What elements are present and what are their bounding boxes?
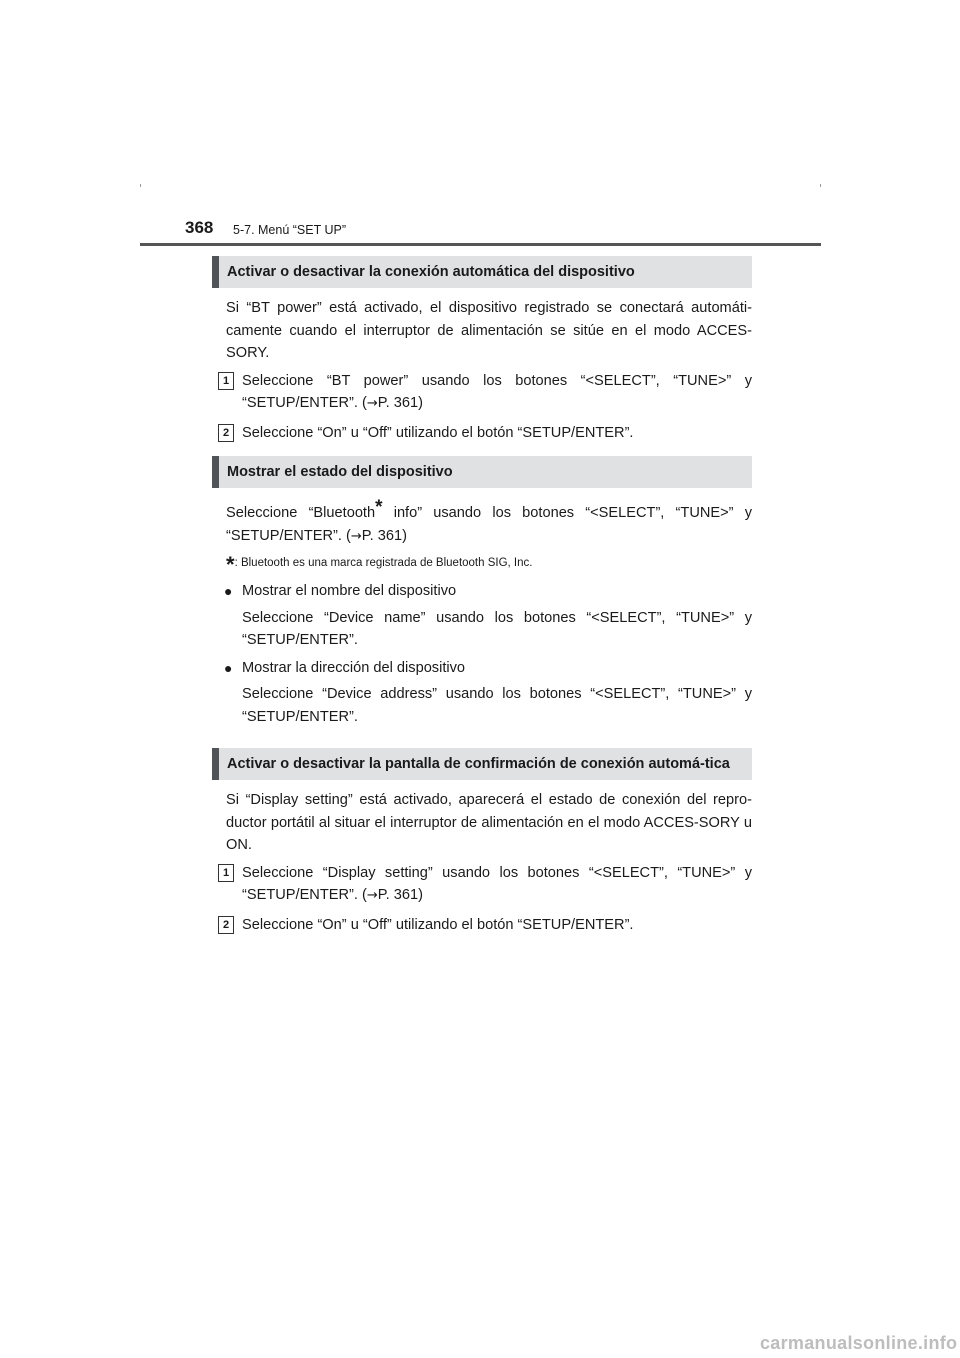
page-number: 368 — [185, 218, 214, 237]
step-number-box: 2 — [218, 424, 234, 442]
step-number-box: 1 — [218, 372, 234, 390]
step-text: Seleccione “Display setting” usando los botones “<SELECT”, “TUNE>” y “SETUP/ENTER”. ( — [242, 864, 752, 903]
bullet-title: Mostrar el nombre del dispositivo — [242, 583, 457, 599]
page-reference-link[interactable]: P. 361) — [377, 887, 423, 903]
bullet-item — [224, 580, 752, 603]
bullet-item — [224, 657, 752, 680]
bullet-icon: ● — [224, 659, 233, 676]
section-intro — [226, 497, 752, 548]
intro-text: info” usando los botones “<SELECT”, “TUNE>” y “SETUP/ENTER”. ( — [226, 505, 752, 544]
step-item — [222, 422, 752, 445]
bullet-icon: ● — [224, 583, 233, 599]
page-content — [212, 256, 752, 936]
intro-text: Seleccione “Bluetooth — [226, 505, 376, 521]
bullet-description: Seleccione “Device address” usando los botones “<SELECT”, “TUNE>” y “SETUP/ENTER”. — [242, 686, 752, 725]
section-heading-auto-connect: Activar o desactivar la conexión automática del dispositivo — [212, 256, 752, 288]
step-item — [222, 370, 752, 416]
page-reference-link[interactable]: P. 361) — [377, 395, 423, 411]
step-item — [222, 914, 752, 937]
section-intro — [226, 297, 752, 365]
header-rule — [140, 243, 821, 246]
footnote-text: : Bluetooth es una marca registrada de Bluetooth SIG, Inc. — [234, 557, 533, 569]
intro-text: Si “Display setting” está activado, aparecerá el estado de conexión del repro-ductor portátil al situar el interruptor de alimentación en el modo ACCES-SORY u ON. — [226, 792, 752, 853]
step-text: Seleccione “BT power” usando los botones “<SELECT”, “TUNE>” y “SETUP/ENTER”. ( — [242, 372, 752, 411]
section-heading-device-status: Mostrar el estado del dispositivo — [212, 456, 752, 488]
arrow-icon: → — [366, 888, 378, 903]
asterisk-marker: * — [375, 497, 383, 518]
breadcrumb: 5-7. Menú “SET UP” — [233, 223, 347, 237]
crop-mark-right — [820, 184, 821, 187]
arrow-icon: → — [350, 528, 362, 544]
crop-mark-left — [140, 184, 141, 187]
bullet-title: Mostrar la dirección del dispositivo — [242, 659, 466, 676]
section-intro — [226, 789, 752, 857]
step-number-box: 2 — [218, 916, 234, 934]
footnote — [226, 552, 752, 577]
asterisk-marker: * — [226, 552, 235, 577]
section-heading-confirmation-screen: Activar o desactivar la pantalla de confirmación de conexión automá-tica — [212, 748, 752, 780]
step-item — [222, 862, 752, 908]
step-number-box: 1 — [218, 864, 234, 882]
step-text: Seleccione “On” u “Off” utilizando el botón “SETUP/ENTER”. — [242, 916, 634, 933]
page-reference-link[interactable]: P. 361) — [361, 527, 407, 544]
page-header — [185, 215, 821, 245]
step-text: Seleccione “On” u “Off” utilizando el botón “SETUP/ENTER”. — [242, 424, 634, 441]
bullet-description: Seleccione “Device name” usando los botones “<SELECT”, “TUNE>” y “SETUP/ENTER”. — [242, 609, 752, 648]
arrow-icon: → — [366, 396, 378, 411]
watermark: carmanualsonline.info — [760, 1333, 958, 1353]
intro-text: Si “BT power” está activado, el dispositivo registrado se conectará automáti-camente cuando el interruptor de alimentación se sitúe en el modo ACCES-SORY. — [226, 300, 752, 361]
